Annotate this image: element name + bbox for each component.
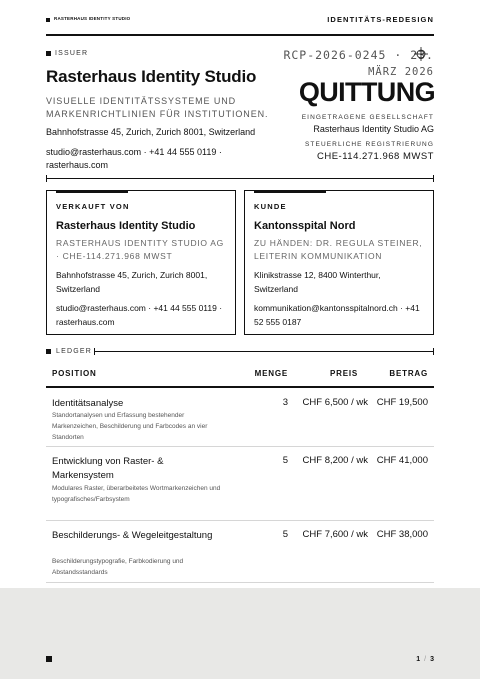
registered-company-label: EINGETRAGENE GESELLSCHAFT xyxy=(301,114,434,121)
line-item-price: CHF 8,200 / wk xyxy=(302,455,368,466)
line-item-title: Identitätsanalyse xyxy=(52,398,124,409)
receipt-number: RCP-2026-0245 · 23. xyxy=(283,48,434,62)
line-item-note: Standortanalysen und Erfassung bestehender Markenzeichen, Beschilderung und Farbcodes an vier Standorten xyxy=(52,412,208,441)
customer-card-accent xyxy=(254,190,326,193)
customer-address: Klinikstrasse 12, 8400 Winterthur, Switzerland xyxy=(254,270,381,294)
document-title: QUITTUNG xyxy=(298,77,435,107)
tax-registration-id: CHE-114.271.968 MWST xyxy=(316,151,434,162)
column-header-price: PREIS xyxy=(329,369,358,378)
issuer-marker xyxy=(46,51,51,56)
issuer-label: ISSUER xyxy=(55,50,89,57)
tax-registration-label: STEUERLICHE REGISTRIERUNG xyxy=(305,141,434,148)
registered-company-name: Rasterhaus Identity Studio AG xyxy=(313,124,434,134)
ledger-rule xyxy=(94,351,434,352)
line-item-title: Entwicklung von Raster- & Markensystem xyxy=(52,456,164,481)
page-indicator xyxy=(416,656,434,663)
column-header-quantity: MENGE xyxy=(254,369,288,378)
seller-card-accent xyxy=(56,190,128,193)
column-header-position: POSITION xyxy=(52,369,97,378)
line-item-note: Modulares Raster, überarbeitetes Wortmarkenzeichen und typografisches/Farbsystem xyxy=(52,485,221,503)
seller-card xyxy=(46,190,236,335)
table-row xyxy=(46,389,434,447)
dimension-tick-right xyxy=(433,175,434,182)
section-title: IDENTITÄTS-REDESIGN xyxy=(327,15,434,24)
page-footer xyxy=(0,588,480,679)
ledger-tick-left xyxy=(94,348,95,355)
line-item-title: Beschilderungs- & Wegeleitgestaltung xyxy=(52,530,213,541)
ledger-table-header xyxy=(46,364,434,388)
ledger-tick-right xyxy=(433,348,434,355)
line-item-quantity: 5 xyxy=(282,529,288,540)
table-header-rule xyxy=(46,386,434,388)
total-pages: 3 xyxy=(430,656,434,663)
registration-crosshair-icon xyxy=(414,47,428,61)
line-item-quantity: 5 xyxy=(282,455,288,466)
line-item-price: CHF 6,500 / wk xyxy=(302,397,368,408)
line-item-amount: CHF 38,000 xyxy=(376,529,428,540)
seller-name: Rasterhaus Identity Studio xyxy=(56,220,196,232)
footer-marker xyxy=(46,656,52,662)
brand-name: RASTERHAUS IDENTITY STUDIO xyxy=(54,16,131,21)
seller-legal: RASTERHAUS IDENTITY STUDIO AG · CHE-114.271.968 MWST xyxy=(56,238,224,261)
issuer-address: Bahnhofstrasse 45, Zurich, Zurich 8001, Switzerland xyxy=(46,127,256,137)
dimension-rule xyxy=(46,178,434,179)
seller-address: Bahnhofstrasse 45, Zurich, Zurich 8001, Switzerland xyxy=(56,270,208,294)
page-separator: / xyxy=(424,656,427,663)
column-header-amount: BETRAG xyxy=(389,369,428,378)
line-item-amount: CHF 41,000 xyxy=(376,455,428,466)
seller-contact: studio@rasterhaus.com · +41 44 555 0119 · rasterhaus.com xyxy=(56,303,223,327)
seller-label: VERKAUFT VON xyxy=(56,202,130,211)
customer-attention: ZU HÄNDEN: DR. REGULA STEINER, LEITERIN KOMMUNIKATION xyxy=(254,238,423,261)
issuer-contact: studio@rasterhaus.com · +41 44 555 0119 · rasterhaus.com xyxy=(46,147,222,170)
current-page: 1 xyxy=(416,656,421,663)
ledger-marker xyxy=(46,349,51,354)
issuer-name: Rasterhaus Identity Studio xyxy=(46,67,257,86)
ledger-label: LEDGER xyxy=(56,348,92,355)
top-rule xyxy=(46,34,434,36)
brand-mark xyxy=(46,18,50,22)
issuer-tagline: VISUELLE IDENTITÄTSSYSTEME UND MARKENRICHTLINIEN FÜR INSTITUTIONEN. xyxy=(46,96,269,119)
line-item-amount: CHF 19,500 xyxy=(376,397,428,408)
dimension-tick-left xyxy=(46,175,47,182)
top-bar xyxy=(46,0,434,40)
table-row xyxy=(46,521,434,583)
customer-name: Kantonsspital Nord xyxy=(254,220,356,232)
table-row xyxy=(46,447,434,521)
customer-label: KUNDE xyxy=(254,202,287,211)
line-item-price: CHF 7,600 / wk xyxy=(302,529,368,540)
customer-card xyxy=(244,190,434,335)
customer-contact: kommunikation@kantonsspitalnord.ch · +41 52 555 0187 xyxy=(254,303,420,327)
line-item-quantity: 3 xyxy=(282,397,288,408)
line-item-note: Beschilderungstypografie, Farbkodierung und Abstandsstandards xyxy=(52,558,184,576)
receipt-date: MÄRZ 2026 xyxy=(368,66,434,78)
